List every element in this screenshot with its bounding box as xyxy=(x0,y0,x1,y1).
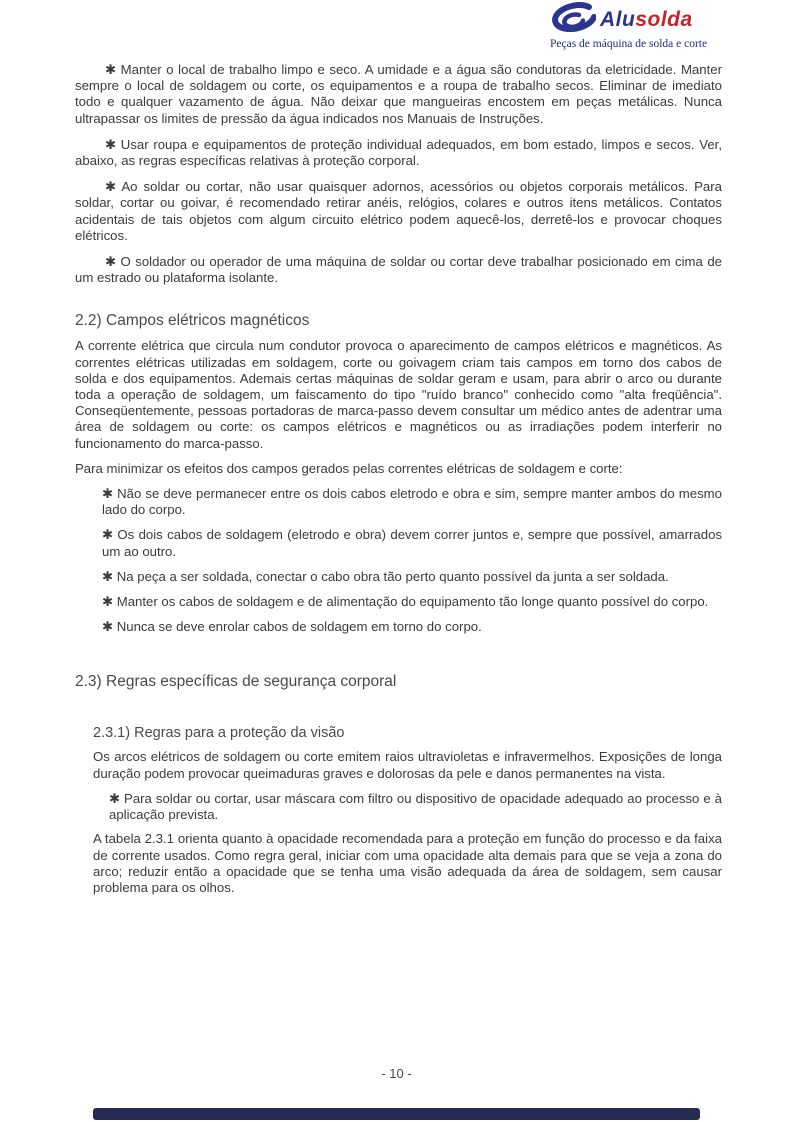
section-2-3-1-bullet: ✱ Para soldar ou cortar, usar máscara com filtro ou dispositivo de opacidade adequado ao processo e à aplicação prevista. xyxy=(109,790,722,823)
section-2-3-1-heading: 2.3.1) Regras para a proteção da visão xyxy=(93,725,345,742)
brand-name-alu: Alu xyxy=(600,7,636,31)
intro-bullet-1: ✱ Manter o local de trabalho limpo e seco. A umidade e a água são condutoras da eletricidade. Manter sempre o local de soldagem ou corte, os equipamentos e a roupa de trabalho secos. Eliminar de imediato todo e qualquer vazamento de água. Não deixar que mangueiras encostem em peças metálicas. Nunca ultrapassar os limites de pressão da água indicados nos Manuais de Instruções. xyxy=(75,62,722,126)
page-number: - 10 - xyxy=(381,1066,412,1081)
section-2-2-bullet-2: ✱ Os dois cabos de soldagem (eletrodo e obra) devem correr juntos e, sempre que possível, amarrados um ao outro. xyxy=(102,527,722,559)
section-2-3-1-paragraph-2: A tabela 2.3.1 orienta quanto à opacidade recomendada para a proteção em função do processo e da faixa de corrente usados. Como regra geral, iniciar com uma opacidade alta demais para que se veja a zona do arco; reduzir então a opacidade que se tenha uma visão adequada da área de soldagem, sem causar problema para os olhos. xyxy=(93,831,722,895)
intro-bullet-2: ✱ Usar roupa e equipamentos de proteção individual adequados, em bom estado, limpos e secos. Ver, abaixo, as regras específicas relativas à proteção corporal. xyxy=(75,136,722,169)
intro-bullet-4: ✱ O soldador ou operador de uma máquina de soldar ou cortar deve trabalhar posicionado em cima de um estrado ou plataforma isolante. xyxy=(75,254,722,286)
section-2-2-lead: Para minimizar os efeitos dos campos gerados pelas correntes elétricas de soldagem e corte: xyxy=(75,460,623,476)
section-2-3-1 xyxy=(93,725,722,896)
section-2-2-bullet-3: ✱ Na peça a ser soldada, conectar o cabo obra tão perto quanto possível da junta a ser soldada. xyxy=(102,568,669,584)
brand-name-solda: solda xyxy=(635,7,693,31)
swoosh-logo-icon xyxy=(550,2,596,37)
section-2-2-bullet-5: ✱ Nunca se deve enrolar cabos de soldagem em torno do corpo. xyxy=(102,619,482,635)
page-content xyxy=(75,62,722,896)
section-2-2-heading: 2.2) Campos elétricos magnéticos xyxy=(75,312,310,330)
section-2-2-paragraph: A corrente elétrica que circula num condutor provoca o aparecimento de campos elétricos e magnéticos. As correntes elétricas utilizadas em soldagem, corte ou goivagem criam tais campos em torno dos cabos de solda e dos equipamentos. Ademais certas máquinas de soldar geram e usam, para abrir o arco ou durante toda a operação de soldagem, um faiscamento do tipo "ruído branco" conhecido como "alta freqüência". Conseqüentemente, pessoas portadoras de marca-passo devem consultar um médico antes de adentrar uma área de soldagem ou corte: os campos elétricos e magnéticos ou as irradiações podem interferir no funcionamento do marca-passo. xyxy=(75,338,722,451)
company-logo xyxy=(550,2,725,50)
brand-tagline: Peças de máquina de solda e corte xyxy=(550,38,708,50)
section-2-2-bullet-1: ✱ Não se deve permanecer entre os dois cabos eletrodo e obra e sim, sempre manter ambos do mesmo lado do corpo. xyxy=(102,486,722,518)
brand-name xyxy=(600,7,693,33)
footer-bar xyxy=(93,1108,700,1120)
section-2-3-1-paragraph-1: Os arcos elétricos de soldagem ou corte emitem raios ultravioletas e infravermelhos. Exposições de longa duração podem provocar queimaduras graves e dolorosas da pele e danos permanentes na vista. xyxy=(93,749,722,781)
section-2-3-heading: 2.3) Regras específicas de segurança corporal xyxy=(75,673,397,691)
intro-bullet-3: ✱ Ao soldar ou cortar, não usar quaisquer adornos, acessórios ou objetos corporais metálicos. Para soldar, cortar ou goivar, é recomendado retirar anéis, relógios, colares e outros itens metálicos. Contatos acidentais de tais objetos com algum circuito elétrico podem aquecê-los, derretê-los e provocar choques elétricos. xyxy=(75,179,722,243)
section-2-2-bullet-4: ✱ Manter os cabos de soldagem e de alimentação do equipamento tão longe quanto possível do corpo. xyxy=(102,594,709,610)
